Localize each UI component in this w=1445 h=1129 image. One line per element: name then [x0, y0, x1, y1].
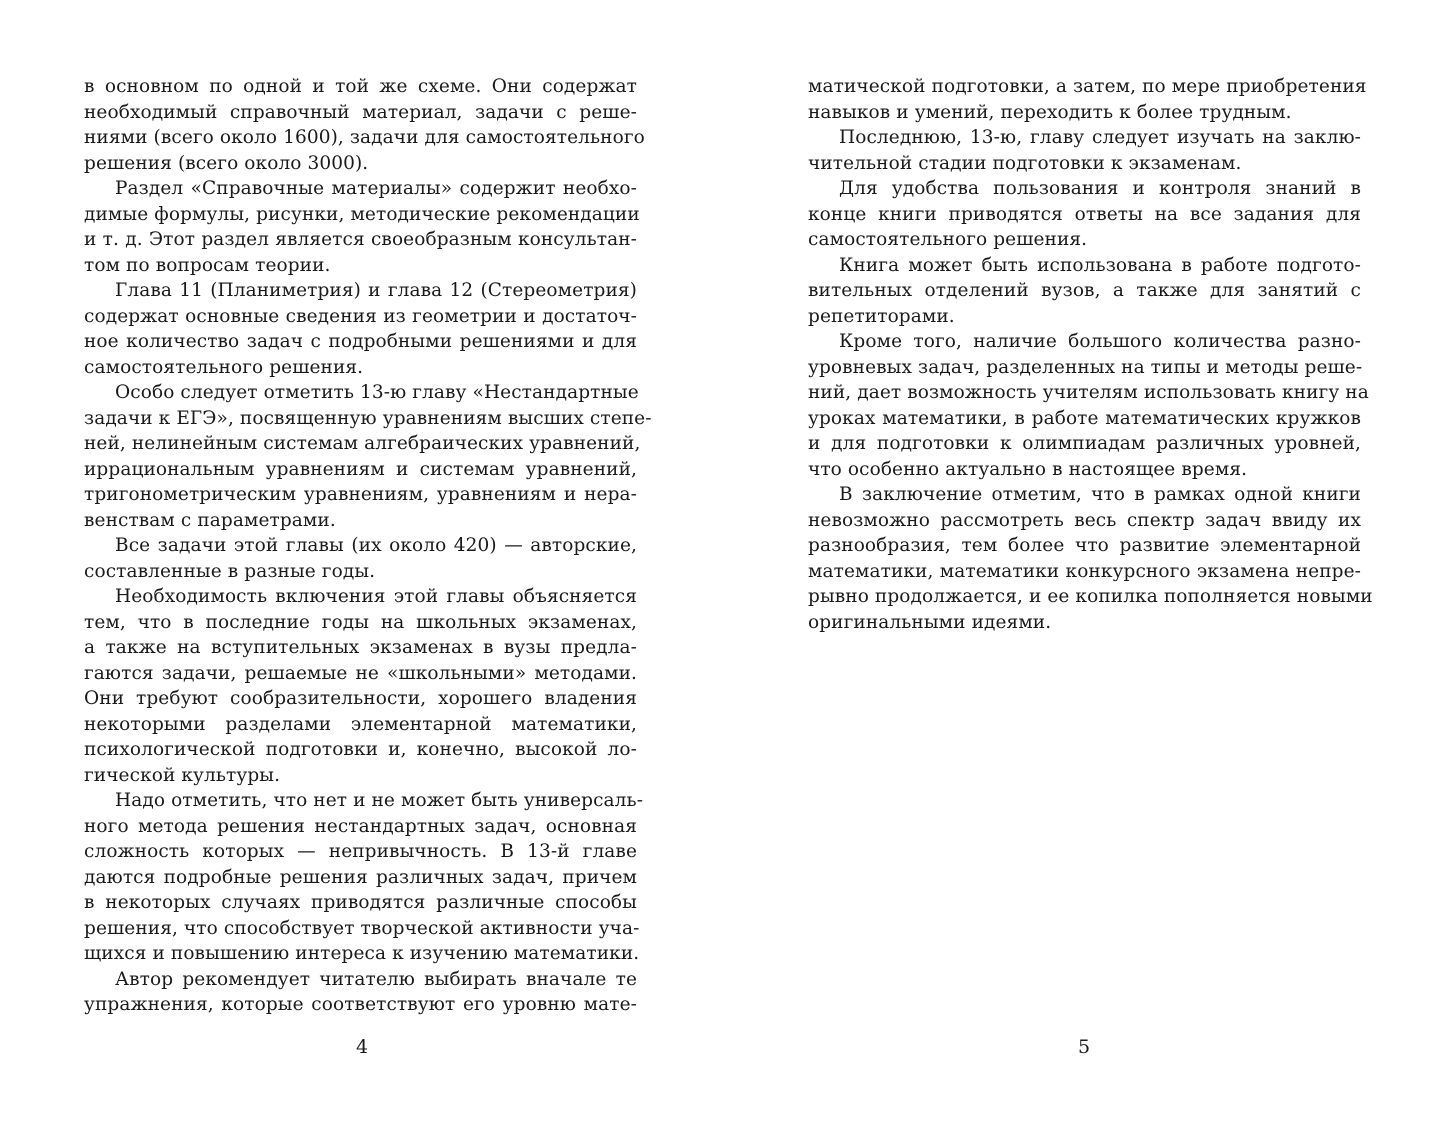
text-line: и т. д. Этот раздел является своеобразным консультан-	[84, 229, 637, 250]
text-line: вительных отделений вузов, а также для занятий с	[808, 280, 1361, 301]
text-line: ное количество задач с подробными решениями и для	[84, 331, 637, 352]
text-line: тригонометрическим уравнениям, уравнениям и нера-	[84, 484, 637, 505]
text-line: необходимый справочный материал, задачи с реше-	[84, 101, 637, 123]
text-line: репетиторами.	[808, 305, 955, 327]
text-line: матической подготовки, а затем, по мере приобретения	[808, 76, 1367, 97]
text-line: сложность которых — непривычность. В 13-й главе	[84, 841, 637, 862]
text-line: решения (всего около 3000).	[84, 152, 369, 174]
text-line: В заключение отметим, что в рамках одной книги	[839, 484, 1361, 505]
text-line: ниями (всего около 1600), задачи для самостоятельного	[84, 127, 645, 148]
text-line: щихся и повышению интереса к изучению математики.	[84, 943, 640, 964]
text-line: гаются задачи, решаемые не «школьными» методами.	[84, 662, 637, 684]
text-line: невозможно рассмотреть весь спектр задач ввиду их	[808, 509, 1361, 531]
text-line: и для подготовки к олимпиадам различных уровней,	[808, 433, 1361, 454]
text-line: а также на вступительных экзаменах в вузы предла-	[84, 637, 637, 658]
text-line: навыков и умений, переходить к более трудным.	[808, 101, 1292, 123]
text-line: чительной стадии подготовки к экзаменам.	[808, 152, 1242, 174]
text-line: Необходимость включения этой главы объясняется	[115, 586, 637, 607]
text-line: Книга может быть использована в работе подгото-	[839, 254, 1361, 276]
text-line: Все задачи этой главы (их около 420) — авторские,	[115, 535, 637, 556]
right-page-text	[808, 74, 1373, 635]
text-line: упражнения, которые соответствуют его уровню мате-	[84, 994, 637, 1015]
text-line: даются подробные решения различных задач, причем	[84, 866, 637, 888]
text-line: Особо следует отметить 13-ю главу «Нестандартные	[115, 382, 639, 403]
text-line: Автор рекомендует читателю выбирать вначале те	[115, 968, 637, 990]
text-line: что особенно актуально в настоящее время.	[808, 458, 1248, 480]
text-line: некоторыми разделами элементарной математики,	[84, 713, 637, 735]
text-line: психологической подготовки и, конечно, высокой ло-	[84, 739, 637, 760]
text-line: Они требуют сообразительности, хорошего владения	[84, 688, 637, 709]
text-line: конце книги приводятся ответы на все задания для	[808, 203, 1361, 225]
text-line: ного метода решения нестандартных задач, основная	[84, 815, 637, 837]
text-line: иррациональным уравнениям и системам уравнений,	[84, 458, 637, 480]
text-line: венствам с параметрами.	[84, 509, 336, 531]
text-line: Раздел «Справочные материалы» содержит необхо-	[115, 178, 637, 199]
text-line: в некоторых случаях приводятся различные способы	[84, 892, 637, 913]
text-line: уроках математики, в работе математических кружков	[808, 407, 1361, 429]
text-line: гической культуры.	[84, 764, 281, 786]
text-line: рывно продолжается, и ее копилка пополняется новыми	[808, 586, 1373, 607]
text-line: димые формулы, рисунки, методические рекомендации	[84, 203, 640, 225]
text-line: ний, дает возможность учителям использовать книгу на	[808, 382, 1369, 403]
text-line: тем, что в последние годы на школьных экзаменах,	[84, 611, 637, 633]
text-line: Надо отметить, что нет и не может быть универсаль-	[115, 790, 644, 811]
text-line: оригинальными идеями.	[808, 611, 1052, 633]
text-line: самостоятельного решения.	[808, 229, 1088, 250]
text-line: уровневых задач, разделенных на типы и методы реше-	[808, 356, 1363, 378]
text-line: математики, математики конкурсного экзамена непре-	[808, 560, 1361, 582]
text-line: Глава 11 (Планиметрия) и глава 12 (Стереометрия)	[115, 280, 637, 301]
text-line: решения, что способствует творческой активности уча-	[84, 917, 640, 939]
text-line: Кроме того, наличие большого количества разно-	[839, 331, 1361, 352]
text-line: том по вопросам теории.	[84, 254, 331, 276]
text-line: Последнюю, 13-ю, главу следует изучать на заклю-	[839, 127, 1361, 148]
text-line: ней, нелинейным системам алгебраических уравнений,	[84, 433, 641, 454]
left-page-text	[84, 74, 652, 1018]
text-line: самостоятельного решения.	[84, 356, 364, 378]
left-page-number: 4	[355, 1036, 369, 1058]
text-line: разнообразия, тем более что развитие элементарной	[808, 535, 1361, 556]
text-line: составленные в разные годы.	[84, 560, 376, 582]
right-page-number: 5	[1077, 1036, 1091, 1058]
text-line: содержат основные сведения из геометрии и достаточ-	[84, 305, 637, 327]
text-line: Для удобства пользования и контроля знаний в	[839, 178, 1361, 199]
text-line: задачи к ЕГЭ», посвященную уравнениям высших степе-	[84, 407, 652, 429]
text-line: в основном по одной и той же схеме. Они содержат	[84, 76, 637, 97]
